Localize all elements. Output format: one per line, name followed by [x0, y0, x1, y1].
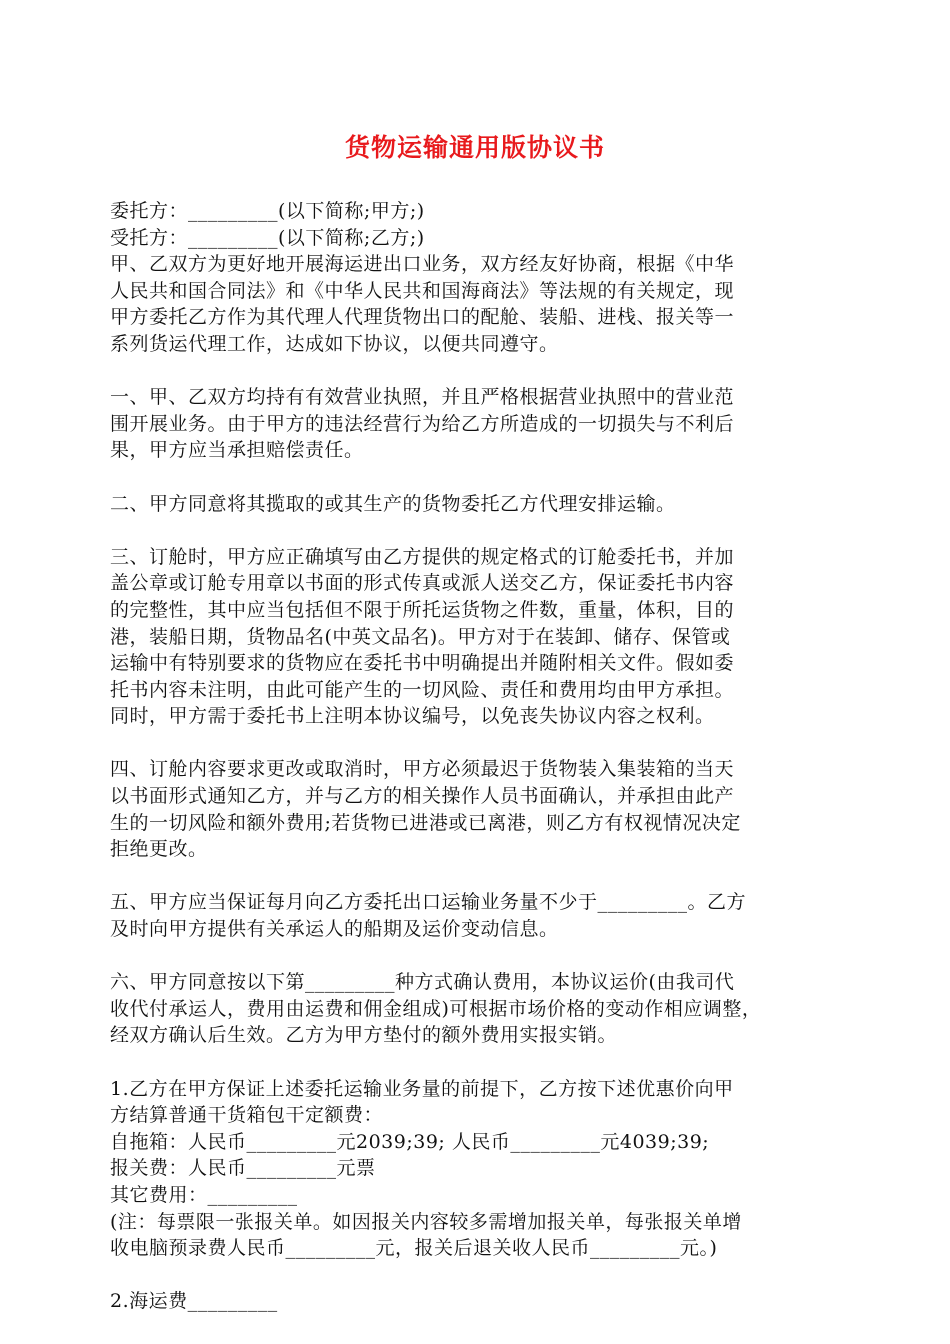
text-line: 1.乙方在甲方保证上述委托运输业务量的前提下，乙方按下述优惠价向甲: [110, 1077, 734, 1100]
paragraph-gap: [110, 863, 852, 890]
paragraph-gap: [110, 943, 852, 970]
text-line: 港，装船日期，货物品名(中英文品名)。甲方对于在装卸、储存、保管或: [110, 625, 731, 648]
text-line: 其它费用：_________: [110, 1183, 298, 1206]
text-line: 2.海运费_________: [110, 1290, 278, 1313]
text-line: 盖公章或订舱专用章以书面的形式传真或派人送交乙方，保证委托书内容: [110, 572, 735, 595]
text-line: 托书内容未注明，由此可能产生的一切风险、责任和费用均由甲方承担。: [110, 678, 735, 701]
text-line: 以书面形式通知乙方，并与乙方的相关操作人员书面确认，并承担由此产: [110, 785, 735, 808]
text-line: 运输中有特别要求的货物应在委托书中明确提出并随附相关文件。假如委: [110, 652, 735, 675]
text-line: 方结算普通干货箱包干定额费：: [110, 1104, 384, 1127]
text-line: 同时，甲方需于委托书上注明本协议编号，以免丧失协议内容之权利。: [110, 705, 715, 728]
text-line: 拒绝更改。: [110, 838, 208, 861]
text-line: 系列货运代理工作，达成如下协议，以便共同遵守。: [110, 332, 559, 355]
paragraph-gap: [110, 1049, 852, 1076]
text-line: 甲方委托乙方作为其代理人代理货物出口的配舱、装船、进栈、报关等一: [110, 306, 735, 329]
text-line: 围开展业务。由于甲方的违法经营行为给乙方所造成的一切损失与不利后: [110, 412, 735, 435]
text-line: 一、甲、乙双方均持有有效营业执照，并且严格根据营业执照中的营业范: [110, 386, 735, 409]
text-line: 三、订舱时，甲方应正确填写由乙方提供的规定格式的订舱委托书，并加: [110, 545, 735, 568]
document-title: 货物运输通用版协议书: [344, 133, 605, 162]
text-line: 六、甲方同意按以下第_________种方式确认费用，本协议运价(由我司代: [110, 971, 735, 994]
text-line: 及时向甲方提供有关承运人的船期及运价变动信息。: [110, 918, 559, 941]
text-line: 收代付承运人，费用由运费和佣金组成)可根据市场价格的变动作相应调整，: [110, 997, 762, 1020]
text-line: 经双方确认后生效。乙方为甲方垫付的额外费用实报实销。: [110, 1024, 618, 1047]
paragraph-gap: [110, 1262, 852, 1289]
paragraph-gap: [110, 358, 852, 385]
paragraph-gap: [110, 517, 852, 544]
text-line: 报关费：人民币_________元票: [110, 1157, 376, 1180]
paragraph-gap: [110, 730, 852, 757]
text-line: 收电脑预录费人民币_________元，报关后退关收人民币_________元。): [110, 1237, 718, 1260]
text-line: (注：每票限一张报关单。如因报关内容较多需增加报关单，每张报关单增: [110, 1210, 742, 1233]
text-line: 四、订舱内容要求更改或取消时，甲方必须最迟于货物装入集装箱的当天: [110, 758, 735, 781]
text-line: 委托方：_________(以下简称;甲方;): [110, 200, 425, 222]
text-line: 的完整性，其中应当包括但不限于所托运货物之件数，重量，体积，目的: [110, 598, 735, 621]
text-line: 生的一切风险和额外费用;若货物已进港或已离港，则乙方有权视情况决定: [110, 811, 741, 834]
text-line: 人民共和国合同法》和《中华人民共和国海商法》等法规的有关规定，现: [110, 279, 735, 302]
document-body: [110, 198, 852, 1315]
text-line: 自拖箱：人民币_________元2039;39; 人民币_________元4039;39;: [110, 1130, 710, 1153]
text-line: 五、甲方应当保证每月向乙方委托出口运输业务量不少于_________。乙方: [110, 891, 747, 914]
paragraph-gap: [110, 464, 852, 491]
text-line: 甲、乙双方为更好地开展海运进出口业务，双方经友好协商，根据《中华: [110, 253, 735, 276]
text-line: 二、甲方同意将其揽取的或其生产的货物委托乙方代理安排运输。: [110, 492, 676, 515]
text-line: 果，甲方应当承担赔偿责任。: [110, 439, 364, 462]
text-line: 受托方：_________(以下简称;乙方;): [110, 226, 425, 249]
